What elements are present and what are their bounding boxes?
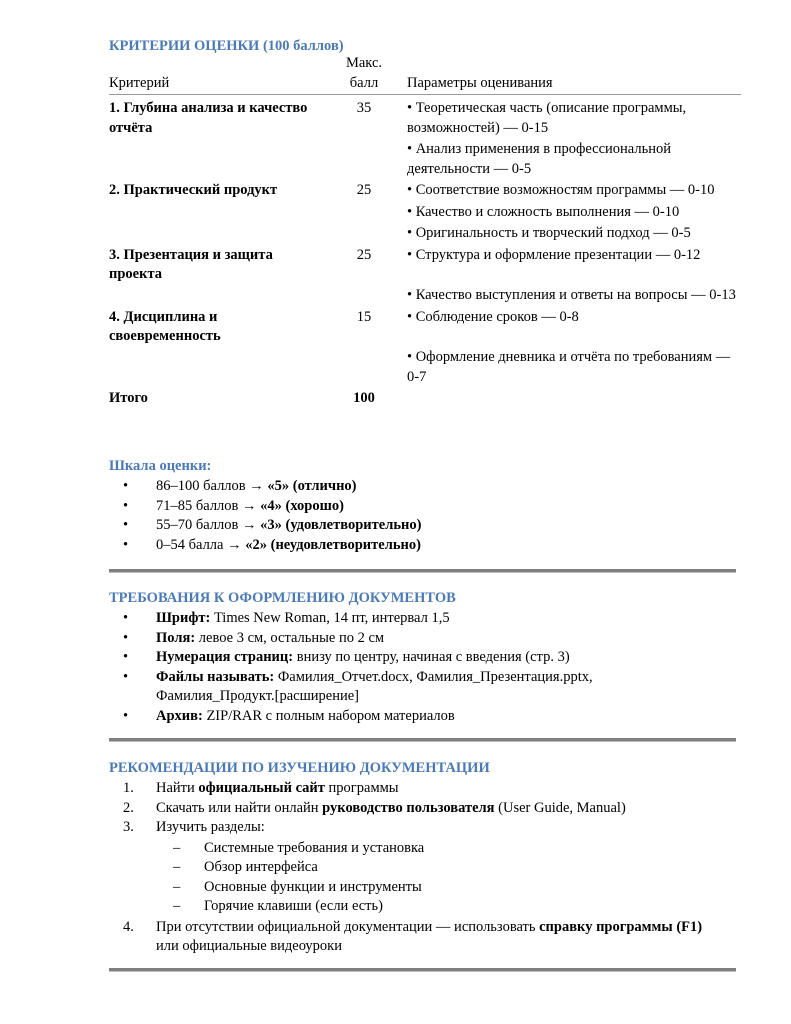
criterion-param: • Качество и сложность выполнения — 0-10 (407, 203, 680, 220)
list-item: • Поля: левое 3 см, остальные по 2 см (109, 629, 709, 649)
list-item: • 55–70 баллов → «3» (удовлетворительно) (109, 516, 421, 536)
formatting-list (109, 609, 709, 726)
list-item: 4. При отсутствии официальной документации — использовать справку программы (F1) или официальные видеоуроки (123, 918, 703, 954)
formatting-heading: ТРЕБОВАНИЯ К ОФОРМЛЕНИЮ ДОКУМЕНТОВ (109, 590, 456, 606)
recommendations-list (109, 779, 719, 957)
list-item: • Файлы называть: Фамилия_Отчет.docx, Фамилия_Презентация.pptx, Фамилия_Продукт.[расширение] (109, 668, 709, 707)
criterion-max: 25 (356, 182, 372, 198)
scale-list (109, 477, 421, 555)
criteria-table (109, 54, 741, 411)
criterion-param: • Структура и оформление презентации — 0-12 (407, 246, 701, 263)
criteria-total-row (109, 389, 741, 411)
section-divider (109, 569, 736, 573)
list-item: • Шрифт: Times New Roman, 14 пт, интервал 1,5 (109, 609, 709, 629)
criterion-param: • Соблюдение сроков — 0-8 (407, 308, 579, 325)
total-value: 100 (353, 390, 375, 406)
criterion-max: 15 (356, 308, 372, 325)
criterion-name: 4. Дисциплина и своевременность (109, 308, 221, 344)
criteria-heading: КРИТЕРИИ ОЦЕНКИ (100 баллов) (109, 38, 344, 54)
criterion-max: 35 (356, 100, 372, 116)
list-item: 1. Найти официальный сайт программы (123, 780, 399, 796)
column-params: Параметры оценивания (407, 74, 553, 91)
section-divider (109, 738, 736, 742)
list-item: 2. Скачать или найти онлайн руководство пользователя (User Guide, Manual) (123, 799, 626, 816)
criterion-param: • Соответствие возможностям программы — 0-10 (407, 182, 715, 198)
criterion-max: 25 (356, 246, 372, 263)
list-item: • Архив: ZIP/RAR с полным набором материалов (109, 707, 709, 727)
criteria-row (109, 181, 741, 244)
criterion-param: • Оригинальность и творческий подход — 0-5 (407, 225, 691, 241)
sub-list (156, 839, 719, 917)
column-criterion: Критерий (109, 74, 170, 91)
criterion-name: 2. Практический продукт (109, 182, 278, 198)
sub-list-item: – Обзор интерфейса (156, 858, 719, 878)
criterion-param: • Теоретическая часть (описание программы, возможностей) — 0-15 (407, 100, 687, 136)
recommendations-heading: РЕКОМЕНДАЦИИ ПО ИЗУЧЕНИЮ ДОКУМЕНТАЦИИ (109, 760, 490, 776)
list-item: • 86–100 баллов → «5» (отлично) (109, 477, 421, 497)
section-divider (109, 968, 736, 972)
criteria-row (109, 308, 741, 388)
list-item: • 71–85 баллов → «4» (хорошо) (109, 497, 421, 517)
sub-list-item: – Основные функции и инструменты (156, 878, 719, 898)
sub-list-item: – Системные требования и установка (156, 839, 719, 859)
criterion-param: • Качество выступления и ответы на вопросы — 0-13 (407, 287, 736, 303)
list-item: 3. Изучить разделы: – Системные требования и установка – Обзор интерфейса – Основные функции и инструменты – Горячие клавиши (если есть) (109, 818, 719, 917)
column-max: Макс. балл (345, 55, 383, 91)
criterion-param: • Оформление дневника и отчёта по требованиям — 0-7 (407, 349, 731, 385)
criterion-name: 1. Глубина анализа и качество отчёта (109, 100, 308, 136)
criterion-name: 3. Презентация и защита проекта (109, 246, 273, 282)
list-item: • 0–54 балла → «2» (неудовлетворительно) (109, 536, 421, 556)
criteria-row (109, 99, 741, 179)
criterion-param: • Анализ применения в профессиональной деятельности — 0-5 (407, 141, 671, 177)
criteria-row (109, 246, 741, 306)
criteria-table-header (109, 54, 741, 95)
sub-list-item: – Горячие клавиши (если есть) (156, 897, 719, 917)
scale-heading: Шкала оценки: (109, 458, 212, 474)
total-label: Итого (109, 390, 148, 406)
list-item: • Нумерация страниц: внизу по центру, начиная с введения (стр. 3) (109, 648, 709, 668)
